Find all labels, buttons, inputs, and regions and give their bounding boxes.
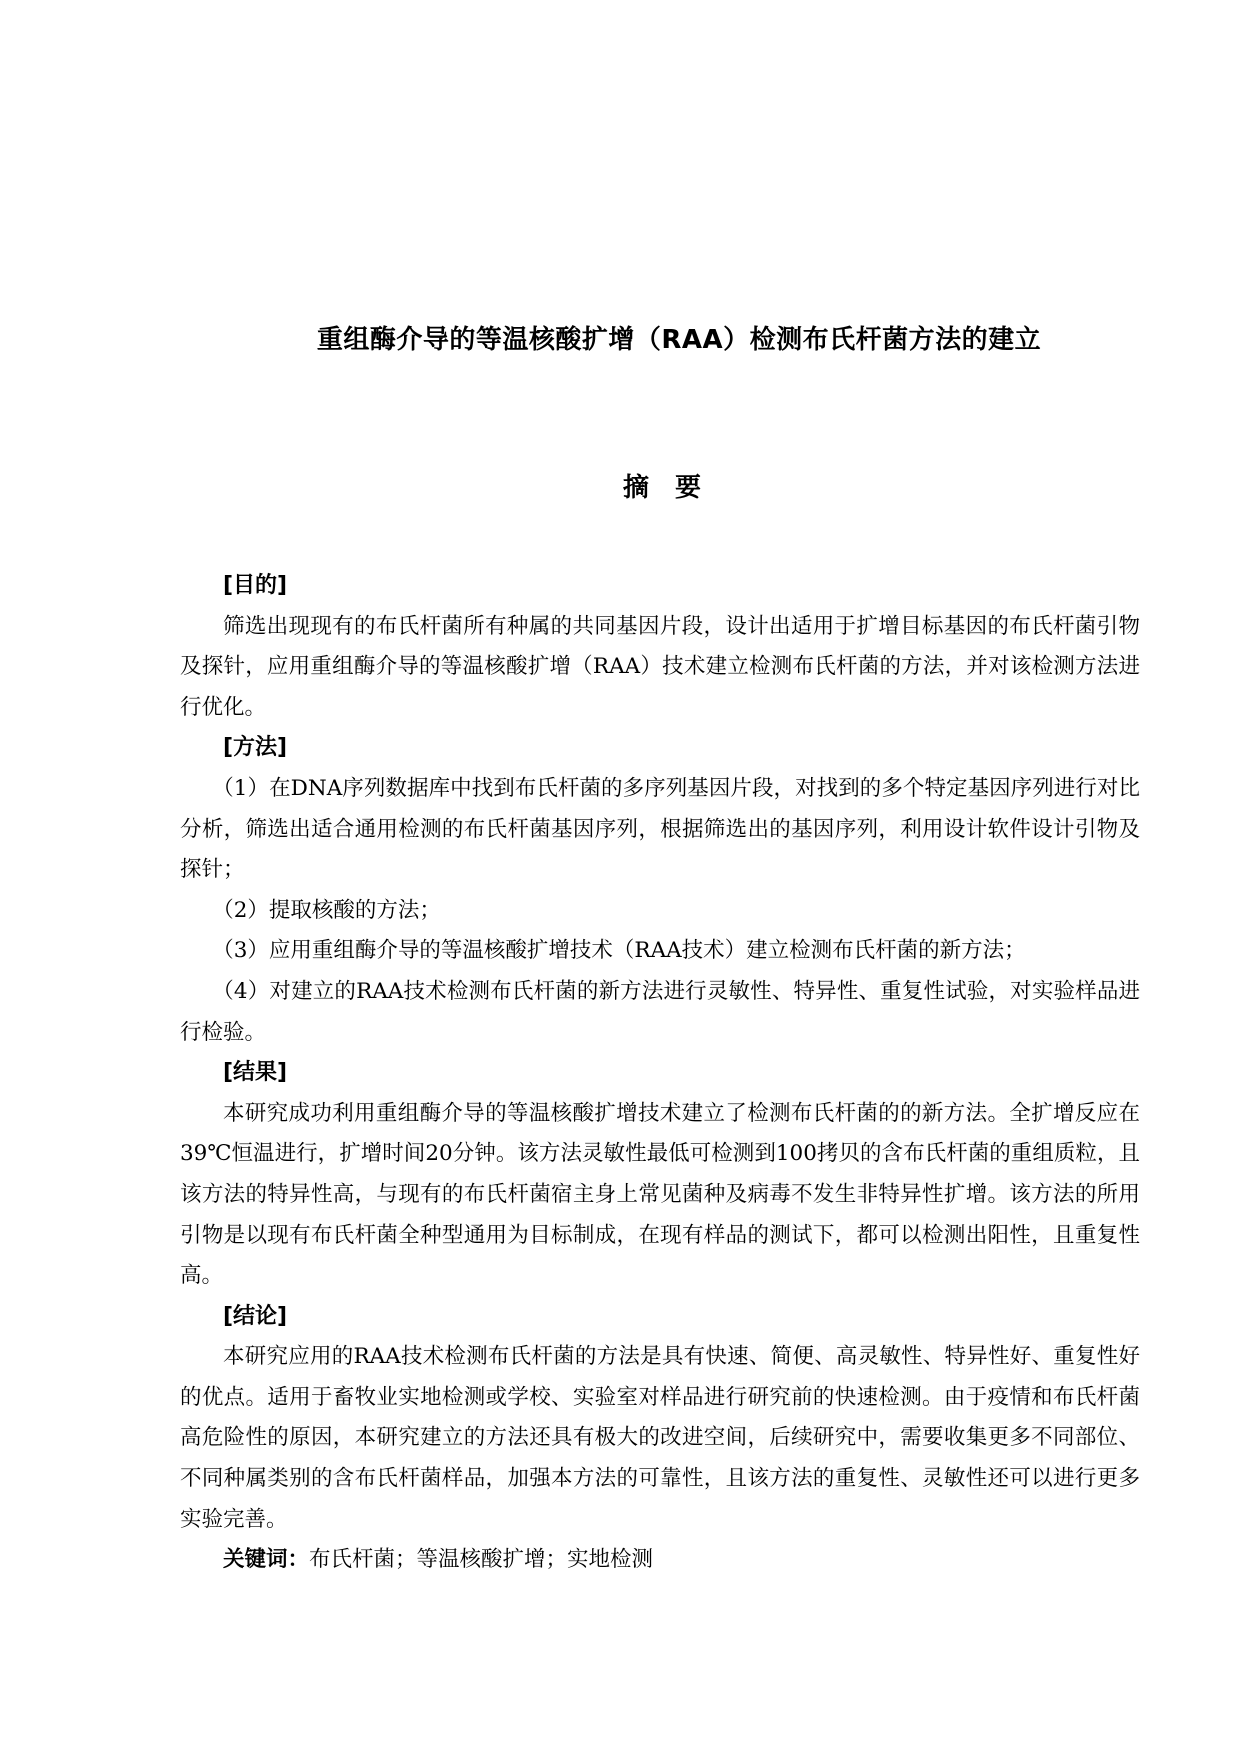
paragraph: 筛选出现现有的布氏杆菌所有种属的共同基因片段，设计出适用于扩增目标基因的布氏杆菌引物及探针，应用重组酶介导的等温核酸扩增（RAA）技术建立检测布氏杆菌的方法，并对该检测方法进行优化。	[180, 613, 1140, 720]
paragraph: 本研究应用的RAA技术检测布氏杆菌的方法是具有快速、简便、高灵敏性、特异性好、重复性好的优点。适用于畜牧业实地检测或学校、实验室对样品进行研究前的快速检测。由于疫情和布氏杆菌高危险性的原因，本研究建立的方法还具有极大的改进空间，后续研究中，需要收集更多不同部位、不同种属类别的含布氏杆菌样品，加强本方法的可靠性，且该方法的重复性、灵敏性还可以进行更多实验完善。	[180, 1344, 1140, 1532]
keywords-value: 布氏杆菌；等温核酸扩增；实地检测	[309, 1547, 654, 1573]
paragraph: 本研究成功利用重组酶介导的等温核酸扩增技术建立了检测布氏杆菌的的新方法。全扩增反应在39℃恒温进行，扩增时间20分钟。该方法灵敏性最低可检测到100拷贝的含布氏杆菌的重组质粒，且该方法的特异性高，与现有的布氏杆菌宿主身上常见菌种及病毒不发生非特异性扩增。该方法的所用引物是以现有布氏杆菌全种型通用为目标制成，在现有样品的测试下，都可以检测出阳性，且重复性高。	[180, 1100, 1140, 1289]
section-label-purpose: [目的]	[223, 573, 288, 598]
paper-title: 重组酶介导的等温核酸扩增（RAA）检测布氏杆菌方法的建立	[316, 325, 1042, 355]
keywords-line	[180, 1540, 1140, 1581]
paragraph: （3）应用重组酶介导的等温核酸扩增技术（RAA技术）建立检测布氏杆菌的新方法；	[212, 938, 1026, 964]
abstract-body	[180, 566, 1140, 1581]
paragraph: （2）提取核酸的方法；	[212, 897, 441, 923]
section-label-conclusion: [结论]	[223, 1303, 288, 1329]
section-purpose	[180, 566, 1140, 728]
section-label-methods: [方法]	[223, 735, 288, 761]
section-results	[180, 1053, 1140, 1297]
abstract-heading-char2: 要	[675, 473, 702, 503]
abstract-heading-char1: 摘	[622, 473, 649, 503]
section-conclusion	[180, 1297, 1140, 1541]
section-methods	[180, 728, 1140, 1053]
paragraph: （4）对建立的RAA技术检测布氏杆菌的新方法进行灵敏性、特异性、重复性试验，对实验样品进行检验。	[180, 978, 1140, 1045]
keywords-label: 关键词：	[223, 1547, 310, 1573]
abstract-heading	[0, 470, 1240, 506]
paragraph: （1）在DNA序列数据库中找到布氏杆菌的多序列基因片段，对找到的多个特定基因序列进行对比分析，筛选出适合通用检测的布氏杆菌基因序列，根据筛选出的基因序列，利用设计软件设计引物及探针；	[180, 775, 1140, 883]
section-label-results: [结果]	[223, 1060, 288, 1086]
